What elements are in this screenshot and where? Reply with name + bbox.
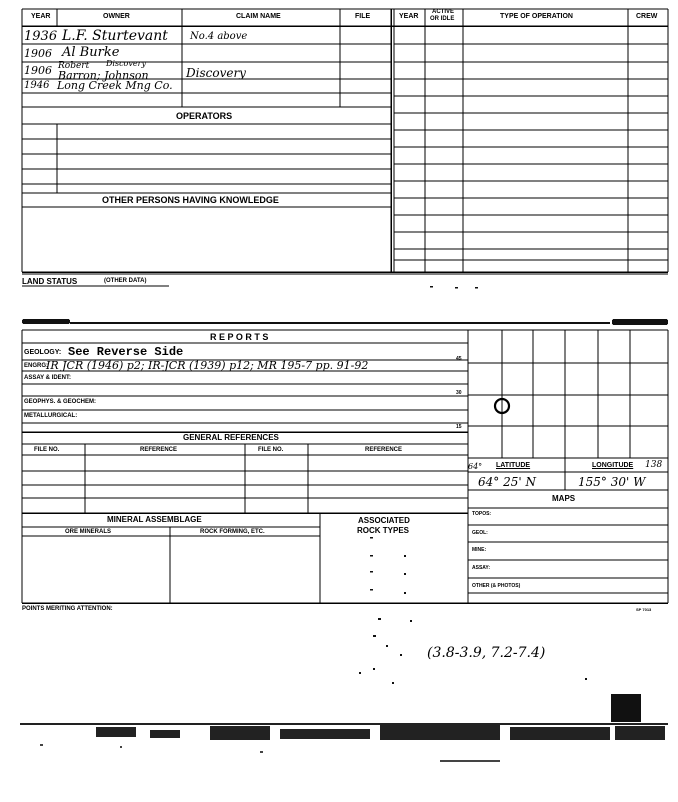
maps-field-mine: MINE: [472, 547, 487, 553]
header-crew: CREW [636, 13, 658, 20]
header-or-idle: OR IDLE [430, 16, 455, 22]
form-code: SP 7013 [636, 607, 652, 612]
longitude-prefix: 138 [645, 460, 663, 470]
latitude-value: 64° 25' N [478, 475, 536, 489]
maps-field-geol: GEOL: [472, 530, 488, 536]
maps-field-assay: ASSAY: [472, 565, 491, 571]
owner-year: 1906 [24, 64, 52, 77]
assay-label: ASSAY & IDENT: [24, 375, 72, 381]
engrg-label: ENGRG: [24, 363, 48, 369]
land-status-note: (OTHER DATA) [104, 278, 147, 284]
owner-name: Al Burke [62, 45, 120, 60]
land-status-label: LAND STATUS [22, 277, 78, 286]
location-prefix: 64° [468, 462, 483, 471]
geophys-label: GEOPHYS. & GEOCHEM: [24, 399, 97, 405]
latitude-label: LATITUDE [496, 462, 531, 469]
operators-title: OPERATORS [176, 111, 233, 121]
owner-year: 1936 [24, 29, 58, 44]
scale-number: 30 [456, 390, 462, 396]
geology-label: GEOLOGY: [24, 349, 62, 356]
maps-title: MAPS [552, 494, 576, 503]
points-meriting-attention: POINTS MERITING ATTENTION: [22, 606, 113, 612]
owner-name: L.F. Sturtevant [62, 28, 168, 44]
ref-file-no-1: FILE NO. [34, 447, 60, 453]
associated-label: ASSOCIATED [358, 516, 410, 525]
ref-reference-2: REFERENCE [365, 447, 403, 453]
rock-forming-label: ROCK FORMING, ETC. [200, 529, 265, 535]
rock-types-label: ROCK TYPES [357, 526, 410, 535]
header-claim-name: CLAIM NAME [236, 13, 281, 20]
header-year: YEAR [31, 13, 51, 20]
general-references-title: GENERAL REFERENCES [183, 433, 279, 442]
maps-field-topos: TOPOS: [472, 511, 492, 517]
owner-year: 1946 [24, 80, 50, 91]
header-year-right: YEAR [399, 13, 419, 20]
scale-number: 45 [456, 356, 462, 362]
geology-value: See Reverse Side [68, 345, 184, 359]
owner-note: Discovery [106, 59, 146, 68]
handwritten-annotation: (3.8-3.9, 7.2-7.4) [427, 645, 546, 661]
ref-reference-1: REFERENCE [140, 447, 178, 453]
header-type-of-operation: TYPE OF OPERATION [500, 13, 573, 20]
claim-name: No.4 above [190, 31, 248, 42]
maps-field-other: OTHER (& PHOTOS) [472, 583, 521, 589]
mineral-assemblage-title: MINERAL ASSEMBLAGE [107, 515, 202, 524]
claim-name: Discovery [186, 66, 246, 80]
ore-minerals-label: ORE MINERALS [65, 529, 112, 535]
header-owner: OWNER [103, 13, 130, 20]
owner-name-line1: Robert [58, 61, 90, 71]
engrg-value: IR JCR (1946) p2; IR-JCR (1939) p12; MR 195-7 pp. 91-92 [46, 359, 369, 372]
header-active: ACTIVE [432, 9, 455, 15]
header-file: FILE [355, 13, 371, 20]
longitude-label: LONGITUDE [592, 462, 634, 469]
longitude-value: 155° 30' W [578, 475, 646, 489]
other-persons-title: OTHER PERSONS HAVING KNOWLEDGE [102, 195, 279, 205]
ref-file-no-2: FILE NO. [258, 447, 284, 453]
owner-name: Long Creek Mng Co. [57, 79, 173, 92]
metallurgical-label: METALLURGICAL: [24, 413, 78, 419]
scale-number: 15 [456, 424, 462, 430]
owner-year: 1906 [24, 47, 52, 60]
reports-title: R E P O R T S [210, 332, 269, 342]
owner-name-line2: Barron; Johnson [58, 69, 149, 82]
